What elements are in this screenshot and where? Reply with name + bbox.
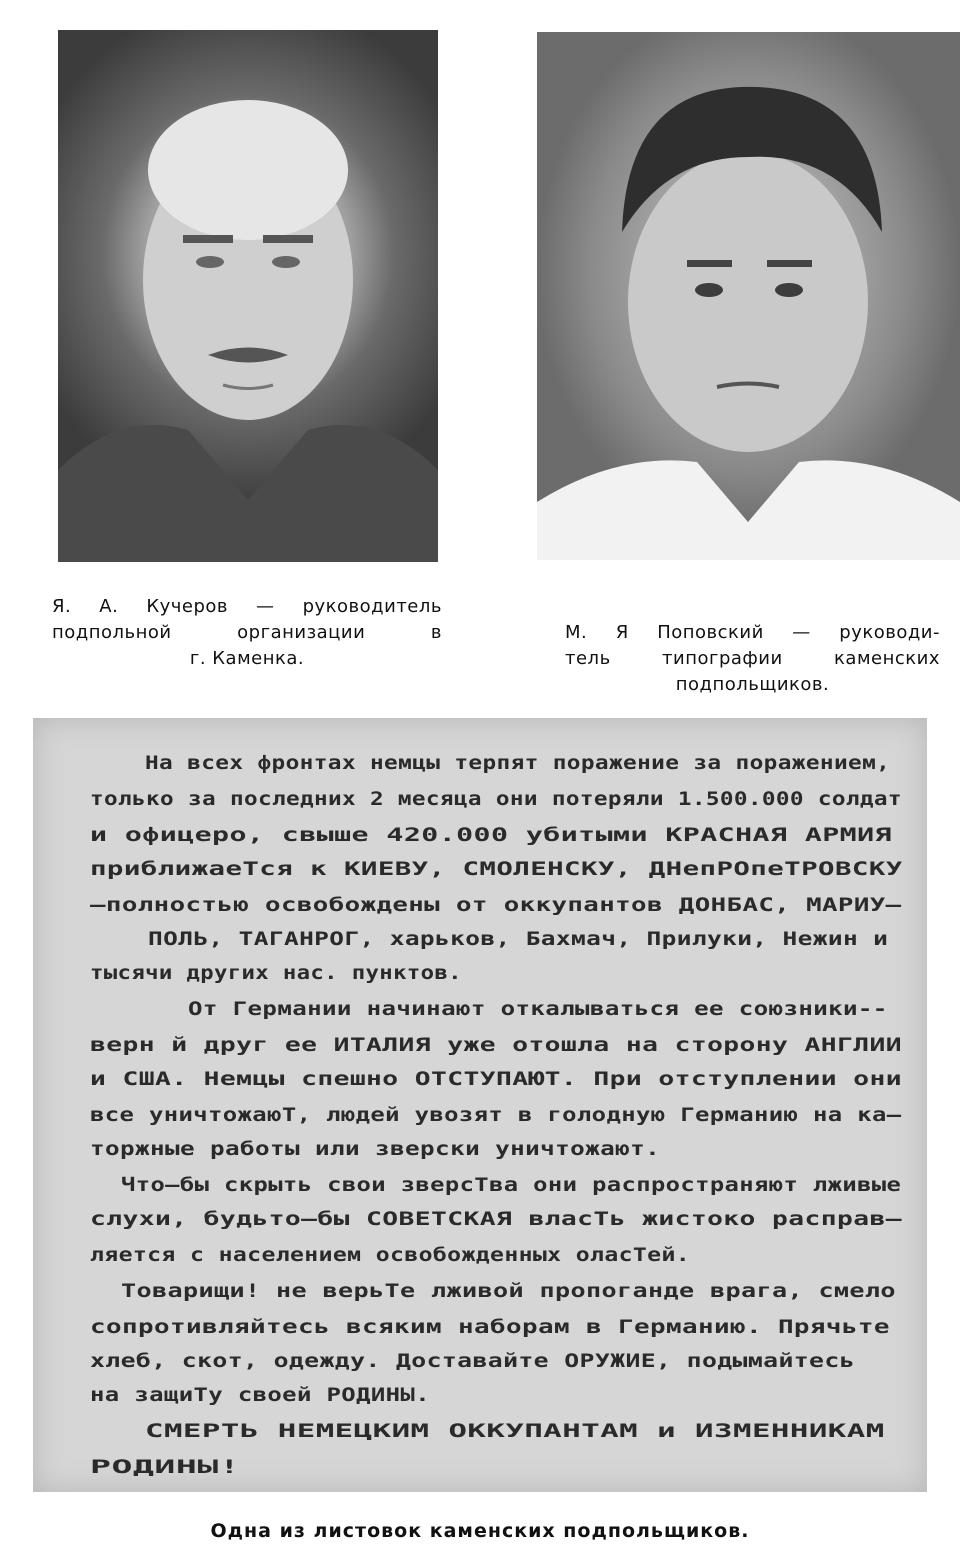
leaflet-line: только за последних 2 месяца они потеряли 1.500.000 солдат <box>90 788 902 810</box>
caption-line: подпольной организации в <box>52 622 442 643</box>
leaflet-line: хлеб, скот, одежду. Доставайте ОРУЖИЕ, подымайтесь <box>90 1350 855 1372</box>
caption-line: тель типографии каменских <box>565 648 940 669</box>
leaflet-line: тысячи других нас. пунктов. <box>90 962 462 984</box>
caption-line: Я. А. Кучеров — руководитель <box>52 596 442 617</box>
leaflet-line: РОДИНЫ! <box>90 1456 241 1478</box>
caption-line: г. Каменка. <box>189 648 305 669</box>
caption-line: М. Я Поповский — руководи- <box>565 622 940 643</box>
leaflet-line: сопротивляйтесь всяким наборам в Германию. Прячьте <box>90 1316 890 1338</box>
leaflet-line: и офицеро, свыше 420.000 убитыми КРАСНАЯ АРМИЯ <box>90 824 892 846</box>
caption-line: подпольщиков. <box>675 674 830 695</box>
leaflet-line: От Германии начинают откалываться ее союзники-- <box>188 998 888 1020</box>
leaflet-line: верн й друг ее ИТАЛИЯ уже отошла на сторону АНГЛИИ <box>90 1034 902 1056</box>
leaflet-line: Товарищи! не верьТе лживой пропоганде врага, смело <box>121 1280 896 1302</box>
portrait-photo-popovsky <box>537 32 960 560</box>
leaflet-line: Что—бы скрыть свои зверсТва они распространяют лживые <box>121 1174 902 1196</box>
caption-popovsky <box>565 620 940 698</box>
leaflet-line: СМЕРТЬ НЕМЕЦКИМ ОККУПАНТАМ и ИЗМЕННИКАМ <box>145 1420 885 1442</box>
portrait-kucherov-drawing <box>58 30 438 562</box>
leaflet-line: и США. Немцы спешно ОТСТУПАЮТ. При отступлении они <box>90 1068 902 1090</box>
caption-kucherov <box>52 594 442 672</box>
leaflet-document <box>33 718 927 1492</box>
leaflet-line: все уничтожаюТ, людей увозят в голодную Германию на ка— <box>90 1104 902 1126</box>
leaflet-line: На всех фронтах немцы терпят поражение за поражением, <box>145 752 891 774</box>
portrait-photo-kucherov <box>58 30 438 562</box>
leaflet-caption: Одна из листовок каменских подпольщиков. <box>210 1520 750 1542</box>
portrait-popovsky-drawing <box>537 32 960 560</box>
leaflet-line: приближаеТся к КИЕВУ, СМОЛЕНСКУ, ДНепРОпеТРОВСКУ <box>90 858 903 880</box>
leaflet-line: слухи, будьто—бы СОВЕТСКАЯ власТь жистоко расправ— <box>90 1208 902 1230</box>
leaflet-line: —полностью освобождены от оккупантов ДОНБАС, МАРИУ— <box>90 894 902 916</box>
leaflet-line: ПОЛЬ, ТАГАНРОГ, харьков, Бахмач, Прилуки, Нежин и <box>148 928 889 950</box>
leaflet-line: ляется с населением освобожденных оласТей. <box>90 1244 691 1266</box>
leaflet-line: торжные работы или зверски уничтожают. <box>90 1138 661 1160</box>
leaflet-line: на защиТу своей РОДИНЫ. <box>90 1384 430 1406</box>
